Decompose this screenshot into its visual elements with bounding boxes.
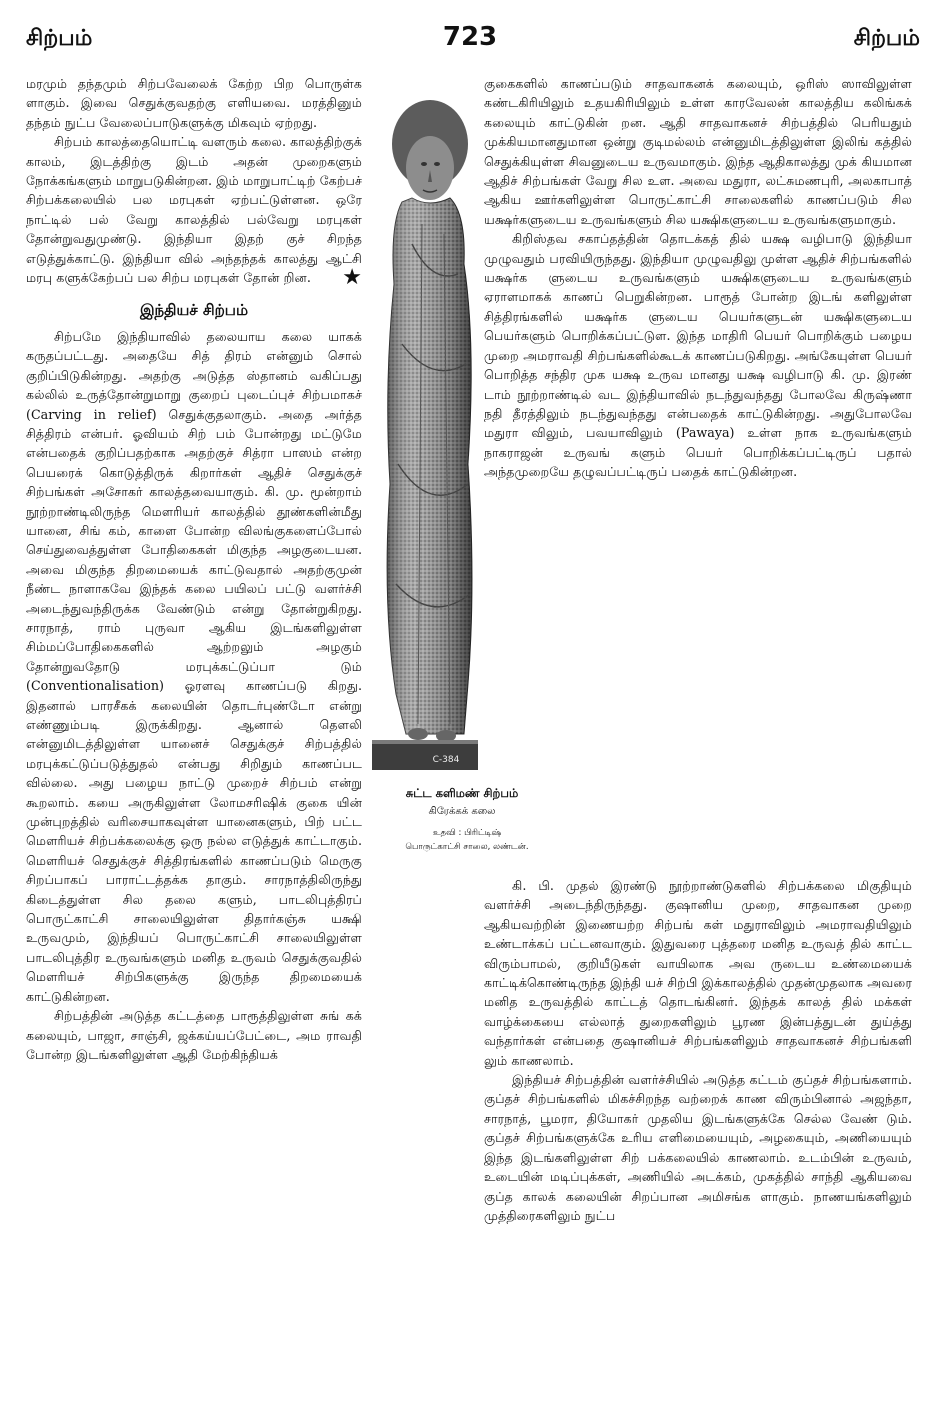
statue-base <box>372 740 478 770</box>
running-head-right: சிற்பம் <box>853 26 920 51</box>
running-head-left: சிற்பம் <box>26 26 93 51</box>
left-column <box>26 74 362 1064</box>
figure-credit-line-2: பொருட்காட்சி சாலை, லண்டன். <box>405 842 529 852</box>
paragraph-materials: மரமும் தந்தமும் சிற்பவேலைக் கேற்ற பிற பொருள்க ளாகும். இவை செதுக்குவதற்கு எளியவை. மரத்தினும் தந்தம் நுட்ப வேலைப்பாடுகளுக்கு மிகவும் ஏற்றது. <box>26 76 362 130</box>
plate-label: C-384 <box>432 755 460 765</box>
paragraph-traditions-text: சிற்பம் காலத்தையொட்டி வளரும் கலை. காலத்திற்குக் காலம், இடத்திற்கு இடம் அதன் முறைகளும் நோக்கங்களும் மாறுபடுகின்றன. இம் மாறுபாட்டிற் கேற்பச் சிற்பக்கலையில் பல மரபுகள் ஏற்பட்டுள்ளன. ஒரே நாட்டில் பல் வேறு காலத்தில் பல்வேறு மரபுகள் தோன்றுவதுமுண்டு. இந்தியா இதற் குச் சிறந்த எடுத்துக்காட்டு. இந்தியா வில் அந்தந்தக் காலத்து ஆட்சி மரபு களுக்கேற்பப் பல சிற்ப மரபுகள் தோன் றின. <box>26 134 362 286</box>
star-icon: ★ <box>342 265 362 291</box>
section-heading: இந்தியச் சிற்பம் <box>139 301 249 320</box>
figure-caption-subtitle: கிரேக்கக் கலை <box>428 806 496 817</box>
terracotta-statue-illustration <box>372 84 478 784</box>
figure-credit-line-1: உதவி : பிரிட்டிஷ் <box>432 828 502 838</box>
right-column <box>484 74 912 482</box>
figure-caption-title: சுட்ட களிமண் சிற்பம் <box>405 786 519 800</box>
paragraph-kushana: கி. பி. முதல் இரண்டு நூற்றாண்டுகளில் சிற்பக்கலை மிகுதியும் வளர்ச்சி அடைந்திருந்தது. குஷானிய முறை, சாதவாகன முறை ஆகியவற்றின் இணையற்ற சிற்பங் கள் மதுராவிலும் அமராவதியிலும் உண்டாக்கப் பட்டனவாகும். இதுவரை புத்தரை மனித உருவத் தில் காட்ட விரும்பாமல், குறியீடுகள் வாயிலாக அவ ருடைய உண்மையைக் காட்டிக்கொண்டிருந்த இந்தி யச் சிற்பி இக்காலத்தில் முதன்முதலாக அவரை மனித உருவத்தில் காட்டத் தொடங்கினர். இந்தக் காலத் தில் மக்கள் வாழ்க்கையை எல்லாத் துறைகளிலும் பூரண இன்பத்துடன் துய்த்து வந்தார்கள் என்பதை குஷானியச் சிற்பங்களிலும் சாதவாகனச் சிற்பங்களி லும் காணலாம். <box>484 878 912 1068</box>
statue-image <box>372 84 478 784</box>
paragraph-yaksha: கிறிஸ்தவ சகாப்தத்தின் தொடக்கத் தில் யக்ஷ வழிபாடு இந்தியா முழுவதும் பரவியிருந்தது. இந்தியா முழுவதிலு முள்ள ஆதிச் சிற்பங்களில் யக்ஷர்க ளுடைய உருவங்களும் யக்ஷிகளுடைய உருவங்களும் ஏராளமாகக் காணப் பெறுகின்றன. பாரூத் போன்ற இடங் களிலுள்ள சித்திரங்களில் யக்ஷர்க ளுடைய பெயர்களுடன் யக்ஷிகளுடைய பெயர்களும் பொறிக்கப்பட்டுள. இந்த மாதிரி பெயர் பொறிக்கும் பழைய முறை அமராவதி சிற்பங்களில்கூடக் காணப்படுகிறது. அங்கேயுள்ள பெயர் பொறித்த சந்திர முக யக்ஷ உருவ மானது யக்ஷ வழிபாடு கி. மு. இரண் டாம் நூற்றாண்டில் வட இந்தியாவில் நடந்துவந்தது போலவே கிருஷ்ணா நதி தீரத்திலும் நடந்துவந்தது என்பதைக் காட்டுகின்றது. அதுபோலவே மதுரா விலும், பவயாவிலும் (Pawaya) உள்ள நாக உருவங்களும் நாகராஜன் உருவங் களும் பெயர் பொறிக்கப்பட்டிருப் பதால் அந்தமுறையே தழுவப்பட்டிருப் பதைக் காட்டுகின்றன. <box>484 231 912 480</box>
right-column-lower <box>484 876 912 1225</box>
paragraph-satavahana: குகைகளில் காணப்படும் சாதவாகனக் கலையும், ஒரிஸ் ஸாவிலுள்ள கண்டகிரியிலும் உதயகிரியிலும் உள்ள காரவேலன் காலத்திய கலிங்கக் கலையும் காட்டுகின் றன. ஆதி சாதவாகனச் சிற்பத்தில் பெரியதும் முக்கியமானதுமான ஒன்று குடிமல்லம் என்னுமிடத்திலுள்ள இலிங் கத்தில் செதுக்கியுள்ள சிவனுடைய உருவமாகும். இந்த ஆதிகாலத்து முக் கியமான ஆதிச் சிற்பங்கள் வேறு சில உள. அவை மதுரா, லட்சுமணபுரி, அலகாபாத் ஆகிய ஊர்களிலுள்ள பொருட்காட்சி சாலைகளில் காணப்படும் சில யக்ஷர்களுடைய உருவங்களும் சில யக்ஷிகளுடைய உருவங்களுமாகும். <box>484 76 912 227</box>
page-number: 723 <box>442 22 498 52</box>
paragraph-gupta: இந்தியச் சிற்பத்தின் வளர்ச்சியில் அடுத்த கட்டம் குப்தச் சிற்பங்களாம். குப்தச் சிற்பங்களில் மிகச்சிறந்த வற்றைக் காண விரும்பினால் அஜந்தா, சாரநாத், பூமரா, தியோகர் முதலிய இடங்களுக்கே செல்ல வேண் டும். குப்தச் சிற்பங்களுக்கே உரிய எளிமையையும், அழகையும், அணியையும் இந்த இடங்களிலுள்ள சிற் பக்கலையில் காணலாம். உடம்பின் உருவம், உடையின் மடிப்புக்கள், அணியில் அடக்கம், முகத்தில் சாந்தி ஆகியவை குப்த காலக் கலையின் சிறப்பான அமிசங்க ளாகும். நாணயங்களிலும் முத்திரைகளிலும் நுட்ப <box>484 1072 912 1223</box>
base-plate-illustration <box>372 740 478 770</box>
paragraph-indian-sculpture: சிற்பமே இந்தியாவில் தலையாய கலை யாகக் கருதப்பட்டது. அதையே சித் திரம் என்னும் சொல் குறிப்பிடுகின்றது. அதற்கு அடுத்த ஸ்தானம் வகிப்பது கல்லில் உருத்தோன்றுமாறு குறைப் புடைப்புச் சிற்பமாகச் (Carving in relief) செதுக்குதலாகும். அதை அர்த்த சித்திரம் என்பர். ஓவியம் சிற் பம் போன்றது மட்டுமே என்பதைக் குறிப்பதற்காக அதற்குச் சித்ரா பாஸம் என்ற பெயரைக் கொடுத்திருக் கிறார்கள் ஆதிச் செதுக்குச் சிற்பங்கள் அசோகர் காலத்தவையாகும். கி. மு. மூன்றாம் நூற்றாண்டிலிருந்த மௌரியர் காலத்தில் தூண்களின்மீது யானை, சிங் கம், காளை போன்ற விலங்குகளைப்போல் செய்துவைத்துள்ள போதிகைகள் மிகுந்த அழகுடையன. அவை மிகுந்த திறமையைக் காட்டுவதால் அதற்குமுன் நீண்ட நாளாகவே இந்தக் கலை பயிலப் பட்டு வளர்ச்சி அடைந்துவந்திருக்க வேண்டும் என்று தோன்றுகிறது. சாரநாத், ராம் புருவா ஆகிய இடங்களிலுள்ள சிம்மப்போதிகைகளில் ஆற்றலும் அழகும் தோன்றுவதோடு மரபுக்கட்டுப்பா டும் (Conventionalisation) ஓரளவு காணப்படு கிறது. இதனால் பாரசீகக் கலையின் தொடர்புண்டோ என்று எண்ணும்படி இருக்கிறது. ஆனால் தௌலி என்னுமிடத்திலுள்ள யானைச் செதுக்குச் சிற்பத்தில் மரபுக்கட்டுப்படுத்துதல் என்பது சிறிதும் காணப்பட வில்லை. அது பழைய நாட்டு முறைச் சிற்பம் என்று கூறலாம். கயை அருகிலுள்ள லோமசரிஷிக் குகை யின் முன்புறத்தில் வரிசையாகவுள்ள யானைகளும், பிற் பட்ட மௌரியச் சிற்பக்கலைக்கு ஒரு நல்ல எடுத்துக் காட்டாகும். மௌரியச் செதுக்குச் சித்திரங்களில் காணப்படும் மெருகு சிறப்பாகப் பாராட்டத்தக்க தாகும். சாரநாத்திலிருந்து கிடைத்துள்ள சில தலை களும், பாடலிபுத்திரப் பொருட்காட்சி சாலையிலுள்ள திதார்கஞ்சு யக்ஷி உருவமும், இந்தியப் பொருட்காட்சி சாலையிலுள்ள பாடலிபுத்திர உருவங்களும் மனித உருவம் செதுக்குவதில் மௌரியச் சிற்பிகளுக்கு இருந்த திறமையைக் காட்டுகின்றன. <box>26 328 362 1004</box>
paragraph-traditions <box>26 132 362 291</box>
paragraph-next-stage: சிற்பத்தின் அடுத்த கட்டத்தை பாரூத்திலுள்ள சுங் கக் கலையும், பாஜா, சாஞ்சி, ஜக்கய்யப்பேட்டை, அம ராவதி போன்ற இடங்களிலுள்ள ஆதி மேற்கிந்தியக் <box>26 1008 362 1062</box>
figure-credit <box>384 826 550 854</box>
